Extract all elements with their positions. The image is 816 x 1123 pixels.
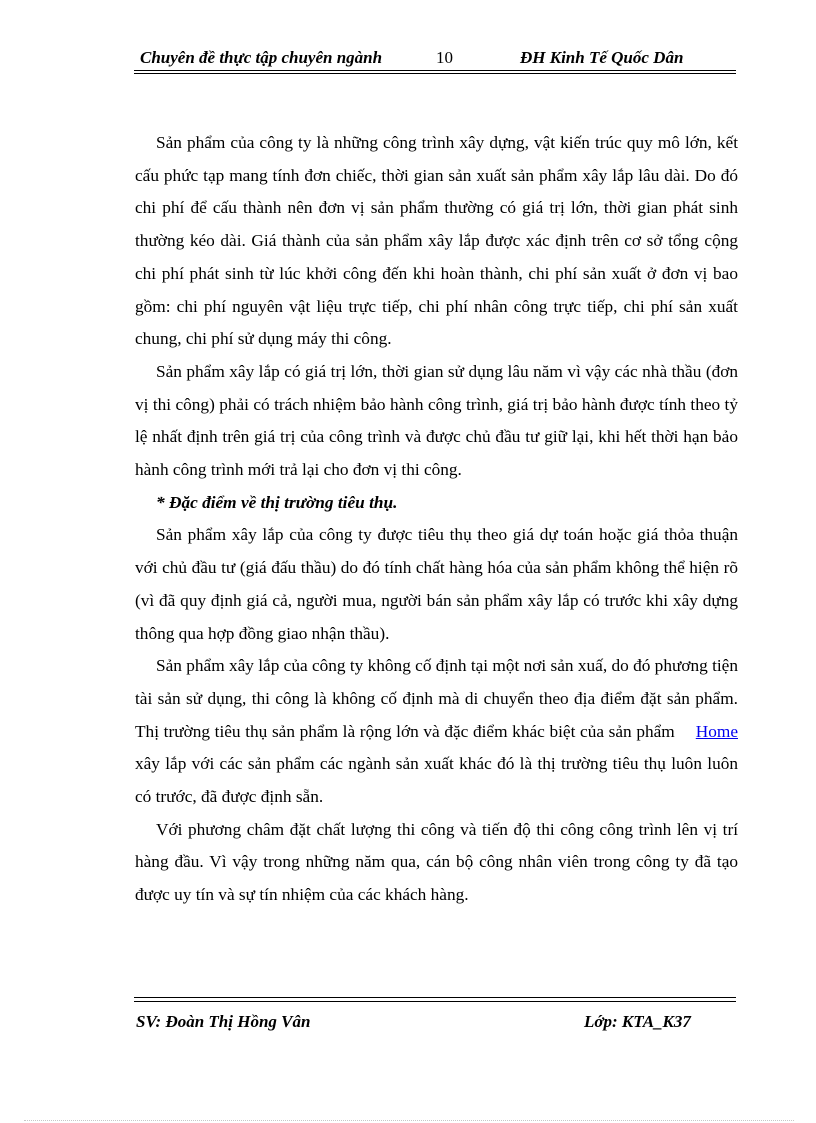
page-header — [134, 46, 734, 70]
footer-class: Lớp: KTA_K37 — [584, 1012, 691, 1031]
document-body — [135, 127, 738, 912]
header-title: Chuyên đề thực tập chuyên ngành — [140, 48, 383, 67]
paragraph-5: Với phương châm đặt chất lượng thi công và tiến độ thi công công trình lên vị trí hàng đầu. Vì vậy trong những năm qua, cán bộ công nhân viên trong công ty đã tạo được uy tín và sự tín nhiệm của các khách hàng. — [135, 819, 738, 905]
section-subheading: * Đặc điểm về thị trường tiêu thụ. — [156, 492, 398, 512]
footer-student: SV: Đoàn Thị Hồng Vân — [136, 1012, 311, 1031]
paragraph-4 — [135, 650, 738, 814]
paragraph-1: Sản phẩm của công ty là những công trình xây dựng, vật kiến trúc quy mô lớn, kết cấu phức tạp mang tính đơn chiếc, thời gian sản xuất sản phẩm xây lắp lâu dài. Do đó chi phí để cấu thành nên đơn vị sản phẩm thường có giá trị lớn, thời gian phát sinh thường kéo dài. Giá thành của sản phẩm xây lắp được xác định trên cơ sở tổng cộng chi phí phát sinh từ lúc khởi công đến khi hoàn thành, chi phí sản xuất ở đơn vị bao gồm: chi phí nguyên vật liệu trực tiếp, chi phí nhân công trực tiếp, chi phí sản xuất chung, chi phí sử dụng máy thi công. — [135, 133, 738, 349]
paragraph-2: Sản phẩm xây lắp có giá trị lớn, thời gian sử dụng lâu năm vì vậy các nhà thầu (đơn vị thi công) phải có trách nhiệm bảo hành công trình, giá trị bảo hành được tính theo tỷ lệ nhất định trên giá trị của công trình và được chủ đầu tư giữ lại, khi hết thời hạn bảo hành công trình mới trả lại cho đơn vị thi công. — [135, 361, 738, 480]
home-link[interactable]: Home — [695, 721, 738, 741]
footer-rule-thin — [134, 1001, 736, 1002]
header-rule-thick — [134, 70, 736, 71]
paragraph-4-part-1: Sản phẩm xây lắp của công ty không cố định tại một nơi sản xuấ, do đó phương tiện tài sản sử dụng, thi công là không cố định mà di chuyển theo địa điểm đặt sản phẩm. Thị trường tiêu thụ sản phẩm là rộng lớn và — [135, 656, 738, 741]
paragraph-3: Sản phẩm xây lắp của công ty được tiêu thụ theo giá dự toán hoặc giá thỏa thuận với chủ đầu tư (giá đấu thầu) do đó tính chất hàng hóa của sản phẩm không thể hiện rõ (vì đã quy định giá cả, người mua, người bán sản phẩm xây lắp có trước khi xây dựng thông qua hợp đồng giao nhận thầu). — [135, 525, 738, 643]
header-rule-thin — [134, 73, 736, 74]
footer-rule-thick — [134, 997, 736, 998]
header-university: ĐH Kinh Tế Quốc Dân — [520, 48, 684, 67]
paragraph-4-part-2: đặc điểm khác biệt của sản phẩm xây lắp với các sản phẩm các ngành sản xuất khác đó là thị trường tiêu thụ luôn luôn có trước, đã được định sẵn. — [135, 721, 738, 807]
page-bottom-dotted-line — [24, 1120, 794, 1121]
page-number: 10 — [436, 48, 453, 67]
page-footer — [134, 1012, 734, 1036]
